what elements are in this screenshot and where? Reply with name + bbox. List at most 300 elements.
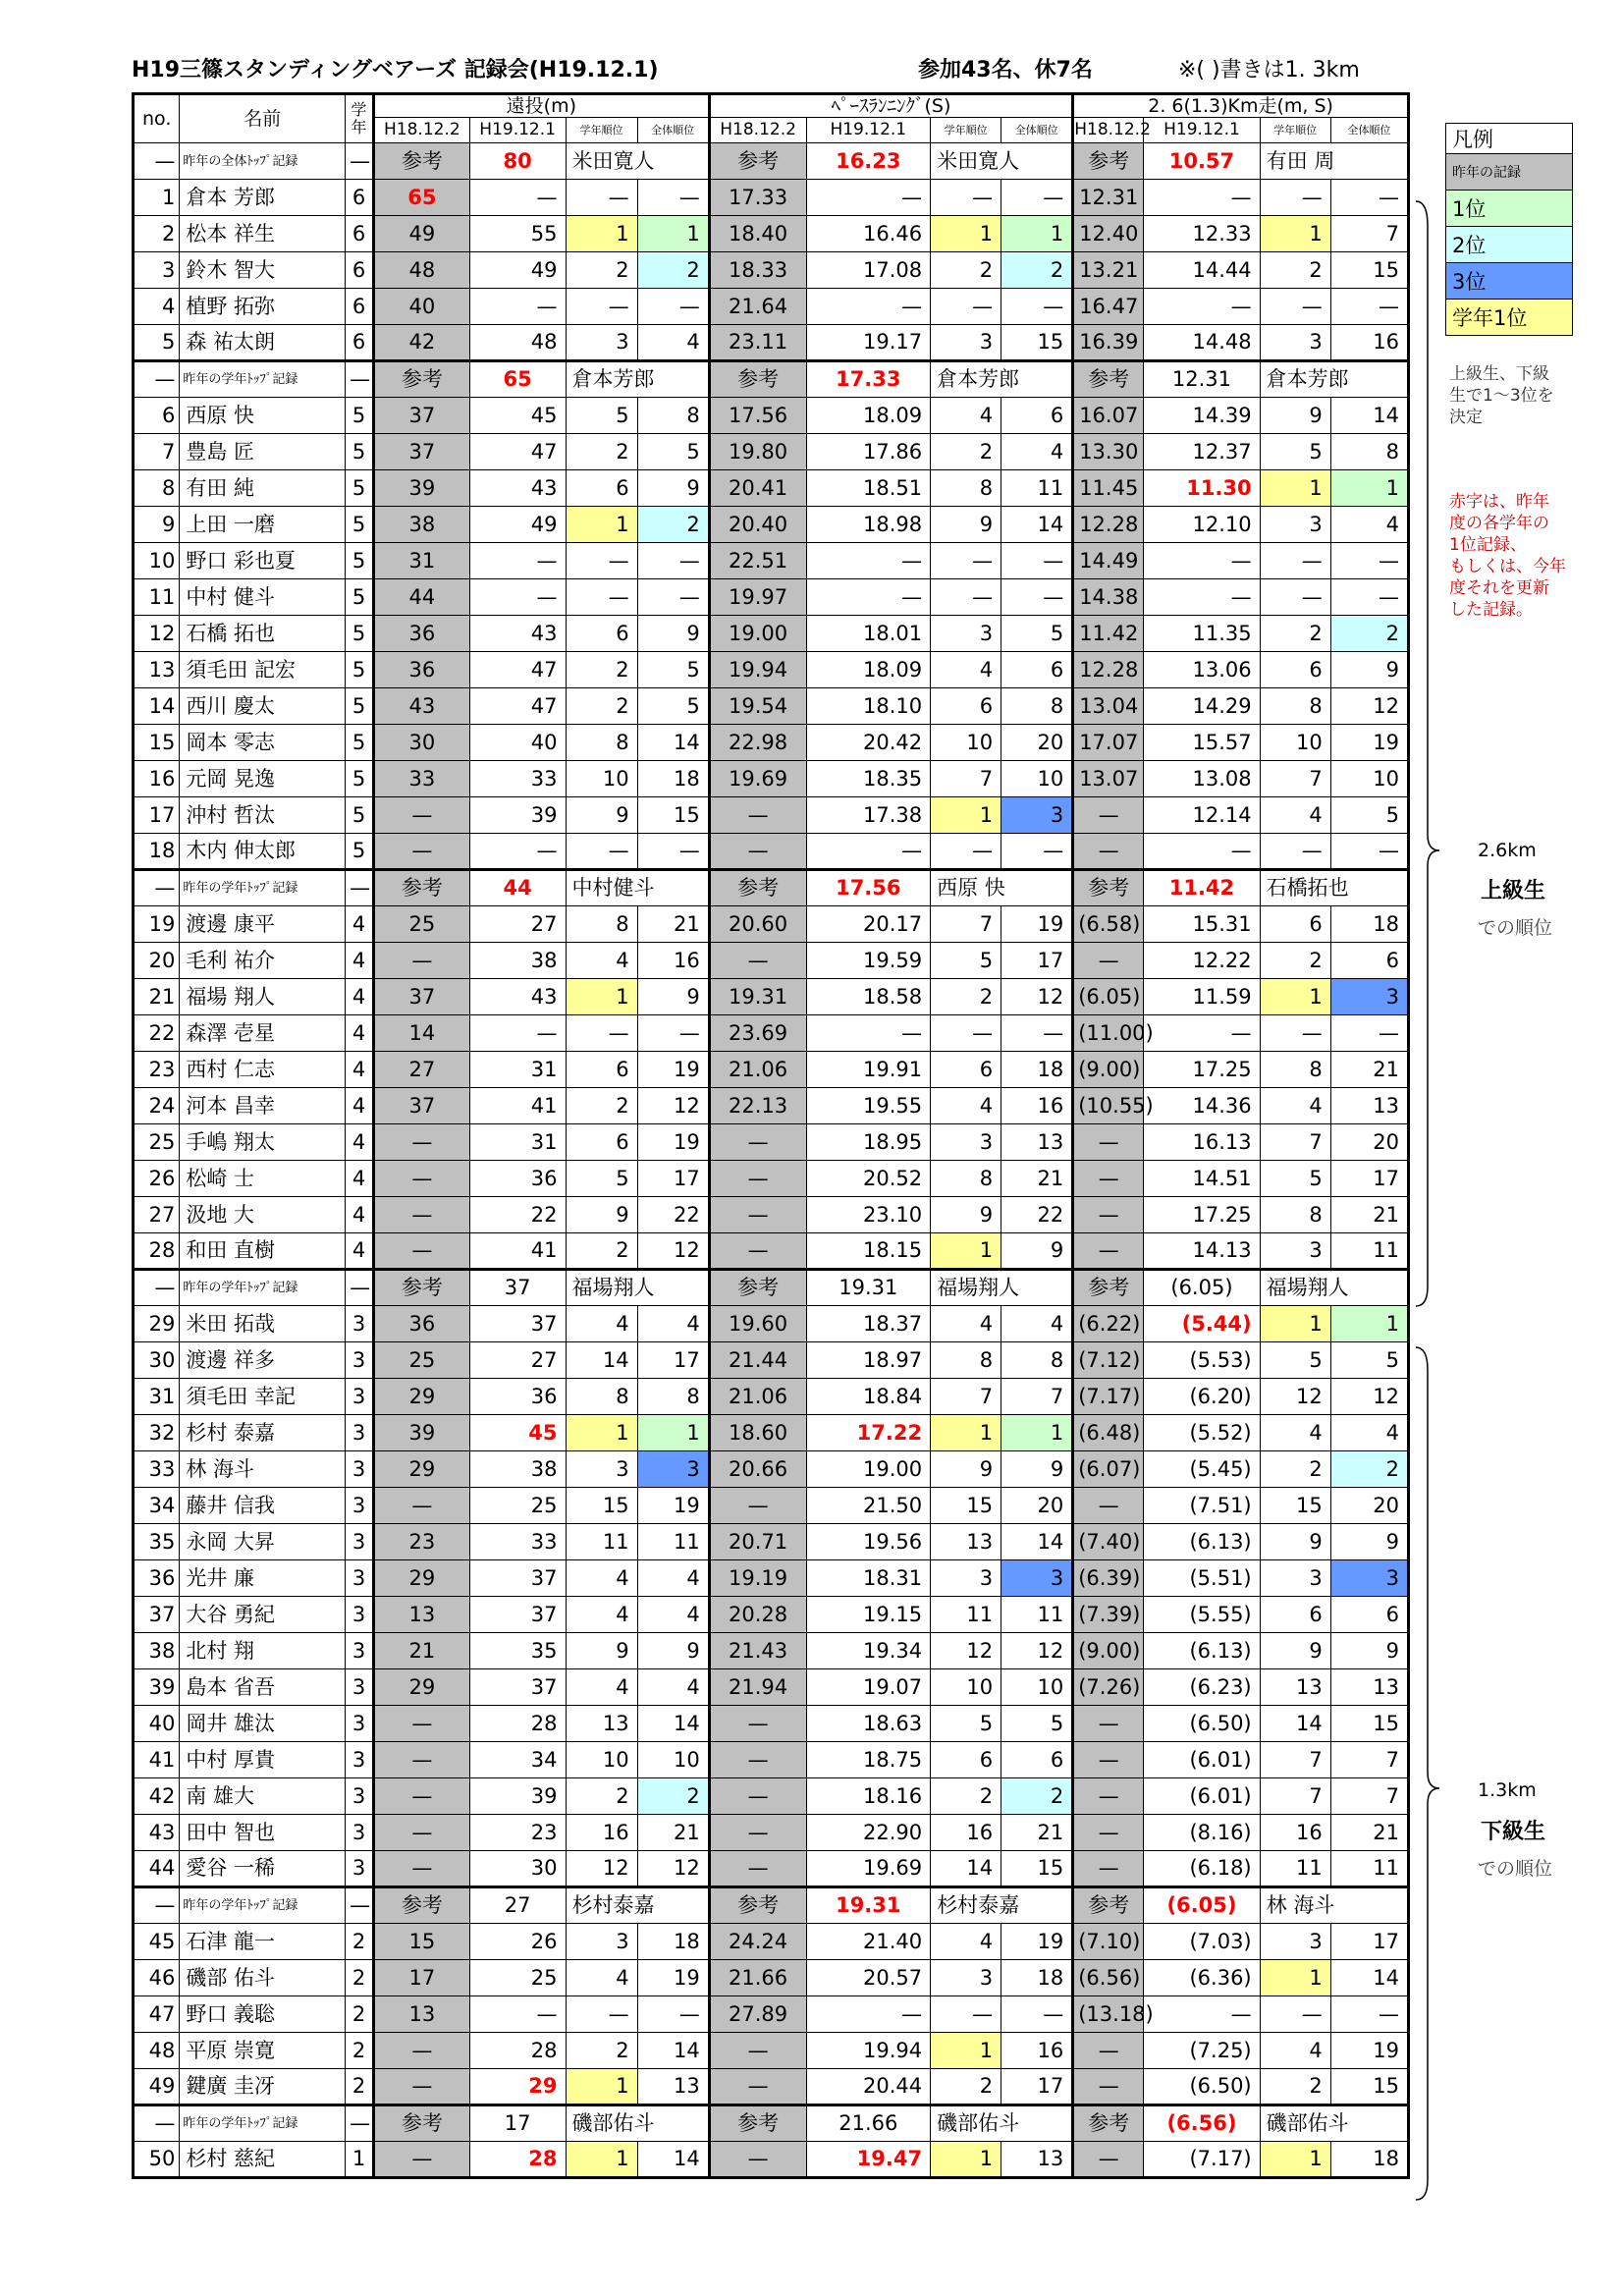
cell-no: 48 (134, 2033, 180, 2069)
cell-run-cur: 15.31 (1144, 906, 1260, 943)
cell-pace-grade-rank: — (931, 834, 1001, 870)
cell-pace-grade-rank: 米田寛人 (931, 143, 1073, 180)
cell-run-prev: (9.00) (1073, 1633, 1144, 1669)
table-row (134, 1815, 1409, 1851)
upper-distance-label: 2.6km (1478, 840, 1537, 861)
document-title: H19三篠スタンディングベアーズ 記録会(H19.12.1) (132, 58, 659, 82)
cell-throw-cur: 37 (469, 1560, 566, 1597)
cell-pace-grade-rank: 磯部佑斗 (931, 2105, 1073, 2142)
cell-grade: 2 (346, 1960, 374, 1996)
cell-run-prev: — (1073, 1778, 1144, 1815)
cell-no: 43 (134, 1815, 180, 1851)
cell-throw-overall-rank: 14 (637, 725, 709, 761)
cell-throw-prev: 43 (373, 688, 469, 725)
cell-throw-grade-rank: 6 (566, 1124, 637, 1161)
cell-pace-cur: 16.23 (806, 143, 931, 180)
cell-run-prev: — (1073, 834, 1144, 870)
cell-run-overall-rank: 6 (1330, 943, 1408, 979)
cell-run-grade-rank: 5 (1260, 1342, 1330, 1379)
cell-name: 石津 龍一 (180, 1924, 346, 1960)
cell-no: 10 (134, 543, 180, 579)
cell-throw-cur: — (469, 289, 566, 325)
cell-run-grade-rank: 2 (1260, 252, 1330, 289)
cell-run-cur: (6.50) (1144, 1706, 1260, 1742)
cell-name: 松崎 士 (180, 1161, 346, 1197)
cell-throw-prev: 29 (373, 1379, 469, 1415)
cell-throw-overall-rank: 2 (637, 1778, 709, 1815)
legend-third: 3位 (1446, 263, 1573, 300)
cell-run-prev: (6.05) (1073, 979, 1144, 1015)
cell-name: 元岡 晃逸 (180, 761, 346, 797)
cell-throw-cur: 29 (469, 2069, 566, 2105)
cell-no: 47 (134, 1996, 180, 2033)
reference-row (134, 870, 1409, 906)
cell-throw-prev: — (373, 1488, 469, 1524)
cell-pace-overall-rank: 5 (1001, 1706, 1073, 1742)
table-row (134, 1306, 1409, 1342)
cell-throw-cur: 31 (469, 1052, 566, 1088)
cell-run-cur: (6.05) (1144, 1887, 1260, 1924)
cell-run-grade-rank: 15 (1260, 1488, 1330, 1524)
cell-pace-cur: 23.10 (806, 1197, 931, 1233)
cell-run-prev: 参考 (1073, 1270, 1144, 1306)
cell-no: 19 (134, 906, 180, 943)
cell-pace-prev: — (709, 1161, 806, 1197)
cell-run-overall-rank: 8 (1330, 434, 1408, 470)
cell-run-cur: 15.57 (1144, 725, 1260, 761)
table-row (134, 1633, 1409, 1669)
cell-throw-prev: 37 (373, 434, 469, 470)
cell-throw-grade-rank: 3 (566, 1451, 637, 1488)
cell-no: 21 (134, 979, 180, 1015)
cell-run-overall-rank: 15 (1330, 1706, 1408, 1742)
cell-run-prev: — (1073, 1233, 1144, 1270)
cell-name: 鍵廣 圭冴 (180, 2069, 346, 2105)
cell-run-prev: — (1073, 1488, 1144, 1524)
cell-run-prev: 参考 (1073, 2105, 1144, 2142)
records-table (132, 92, 1410, 2179)
cell-pace-overall-rank: 19 (1001, 906, 1073, 943)
cell-pace-grade-rank: 3 (931, 1124, 1001, 1161)
cell-throw-cur: 17 (469, 2105, 566, 2142)
cell-pace-overall-rank: 19 (1001, 1924, 1073, 1960)
cell-no: 16 (134, 761, 180, 797)
cell-run-prev: 13.04 (1073, 688, 1144, 725)
table-row (134, 216, 1409, 252)
cell-run-grade-rank: 1 (1260, 1306, 1330, 1342)
cell-pace-cur: 18.37 (806, 1306, 931, 1342)
cell-run-overall-rank: 20 (1330, 1124, 1408, 1161)
cell-name: 米田 拓哉 (180, 1306, 346, 1342)
cell-name: 藤井 信我 (180, 1488, 346, 1524)
cell-throw-prev: 29 (373, 1669, 469, 1706)
cell-pace-overall-rank: 13 (1001, 2142, 1073, 2178)
prev-date-header: H18.12.2 (373, 118, 469, 143)
cell-pace-overall-rank: 8 (1001, 1342, 1073, 1379)
table-row (134, 616, 1409, 652)
cell-pace-prev: 21.44 (709, 1342, 806, 1379)
cell-pace-prev: — (709, 1124, 806, 1161)
cell-run-prev: (6.58) (1073, 906, 1144, 943)
table-row (134, 543, 1409, 579)
cell-throw-cur: 34 (469, 1742, 566, 1778)
cell-throw-prev: — (373, 2033, 469, 2069)
cell-name: 汲地 大 (180, 1197, 346, 1233)
cell-pace-prev: — (709, 1488, 806, 1524)
cell-run-grade-rank: 8 (1260, 1197, 1330, 1233)
cell-pace-cur: 20.57 (806, 1960, 931, 1996)
cell-throw-cur: — (469, 1015, 566, 1052)
prev-date-header: H18.12.2 (709, 118, 806, 143)
cell-throw-overall-rank: 2 (637, 507, 709, 543)
cell-throw-overall-rank: 4 (637, 325, 709, 361)
cell-grade: 5 (346, 834, 374, 870)
table-row (134, 289, 1409, 325)
cell-no: 38 (134, 1633, 180, 1669)
cell-pace-grade-rank: 4 (931, 1924, 1001, 1960)
table-row (134, 797, 1409, 834)
cell-grade: 5 (346, 579, 374, 616)
cell-name: 昨年の学年ﾄｯﾌﾟ記録 (180, 870, 346, 906)
cell-throw-grade-rank: 2 (566, 2033, 637, 2069)
cell-run-overall-rank: 10 (1330, 761, 1408, 797)
legend-second: 2位 (1446, 227, 1573, 263)
cell-run-grade-rank: 3 (1260, 1924, 1330, 1960)
cell-pace-overall-rank: 2 (1001, 252, 1073, 289)
cell-pace-cur: 19.31 (806, 1270, 931, 1306)
cell-run-overall-rank: 16 (1330, 325, 1408, 361)
cell-pace-cur: 19.56 (806, 1524, 931, 1560)
red-text-note: 赤字は、昨年 度の各学年の 1位記録、 もしくは、今年 度それを更新 した記録。 (1449, 492, 1566, 620)
cell-pace-grade-rank: 5 (931, 1706, 1001, 1742)
cell-run-prev: (7.10) (1073, 1924, 1144, 1960)
cell-pace-grade-rank: — (931, 579, 1001, 616)
cell-grade: — (346, 870, 374, 906)
cell-throw-prev: — (373, 1851, 469, 1887)
cell-throw-prev: 29 (373, 1451, 469, 1488)
table-row (134, 1488, 1409, 1524)
cell-run-cur: 14.48 (1144, 325, 1260, 361)
cell-run-prev: — (1073, 1742, 1144, 1778)
cell-run-prev: 17.07 (1073, 725, 1144, 761)
cell-run-cur: (5.44) (1144, 1306, 1260, 1342)
cell-no: 26 (134, 1161, 180, 1197)
cell-grade: 5 (346, 725, 374, 761)
cell-grade: 3 (346, 1778, 374, 1815)
cell-run-grade-rank: 8 (1260, 1052, 1330, 1088)
cell-run-grade-rank: 4 (1260, 1415, 1330, 1451)
cell-no: — (134, 361, 180, 398)
cell-run-prev: (13.18) (1073, 1996, 1144, 2033)
cell-throw-overall-rank: 14 (637, 2142, 709, 2178)
cell-name: 木内 伸太郎 (180, 834, 346, 870)
cell-pace-cur: 19.15 (806, 1597, 931, 1633)
cell-throw-grade-rank: 9 (566, 797, 637, 834)
cell-run-grade-rank: 3 (1260, 325, 1330, 361)
cell-pace-cur: 21.66 (806, 2105, 931, 2142)
cell-throw-prev: — (373, 1161, 469, 1197)
event-pace-run-header: ﾍﾟｰｽﾗﾝﾆﾝｸﾞ(S) (709, 94, 1073, 118)
cell-run-overall-rank: 9 (1330, 652, 1408, 688)
cell-throw-grade-rank: 11 (566, 1524, 637, 1560)
cell-throw-cur: 49 (469, 507, 566, 543)
cell-throw-prev: 37 (373, 1088, 469, 1124)
header-row-1 (134, 94, 1409, 118)
cell-name: 中村 厚貴 (180, 1742, 346, 1778)
cell-run-cur: — (1144, 579, 1260, 616)
cell-throw-cur: 37 (469, 1597, 566, 1633)
cell-throw-overall-rank: 21 (637, 1815, 709, 1851)
cell-throw-cur: — (469, 1996, 566, 2033)
cell-throw-cur: 36 (469, 1161, 566, 1197)
cell-pace-prev: 21.06 (709, 1052, 806, 1088)
cell-name: 岡井 雄汰 (180, 1706, 346, 1742)
legend-prev-record: 昨年の記録 (1446, 154, 1573, 191)
cell-grade: 6 (346, 180, 374, 216)
table-row (134, 1924, 1409, 1960)
cell-throw-prev: — (373, 2069, 469, 2105)
cell-throw-overall-rank: 18 (637, 1924, 709, 1960)
cell-throw-grade-rank: 1 (566, 1415, 637, 1451)
cell-throw-prev: 39 (373, 470, 469, 507)
cell-throw-overall-rank: — (637, 289, 709, 325)
cell-throw-prev: — (373, 2142, 469, 2178)
cell-name: 永岡 大昇 (180, 1524, 346, 1560)
cell-pace-cur: 18.58 (806, 979, 931, 1015)
cell-pace-cur: 18.63 (806, 1706, 931, 1742)
cell-run-overall-rank: 21 (1330, 1815, 1408, 1851)
cell-pace-grade-rank: 2 (931, 252, 1001, 289)
cell-throw-prev: 30 (373, 725, 469, 761)
cell-throw-prev: — (373, 797, 469, 834)
cell-name: 大谷 勇紀 (180, 1597, 346, 1633)
cell-pace-prev: 21.06 (709, 1379, 806, 1415)
table-row (134, 1124, 1409, 1161)
cell-run-grade-rank: 7 (1260, 761, 1330, 797)
cell-run-prev: 参考 (1073, 870, 1144, 906)
cell-no: 25 (134, 1124, 180, 1161)
cell-name: 河本 昌幸 (180, 1088, 346, 1124)
cell-pace-prev: 19.94 (709, 652, 806, 688)
cell-throw-prev: 29 (373, 1560, 469, 1597)
cell-throw-grade-rank: — (566, 289, 637, 325)
cell-grade: — (346, 2105, 374, 2142)
cell-pace-overall-rank: 5 (1001, 616, 1073, 652)
cell-run-grade-rank: 倉本芳郎 (1260, 361, 1408, 398)
cell-throw-cur: 41 (469, 1233, 566, 1270)
cell-name: 倉本 芳郎 (180, 180, 346, 216)
table-row (134, 1342, 1409, 1379)
cell-name: 磯部 佑斗 (180, 1960, 346, 1996)
table-row (134, 2069, 1409, 2105)
table-row (134, 834, 1409, 870)
cell-pace-prev: 21.43 (709, 1633, 806, 1669)
cell-run-cur: (5.53) (1144, 1342, 1260, 1379)
cell-pace-overall-rank: 9 (1001, 1451, 1073, 1488)
cell-throw-cur: 23 (469, 1815, 566, 1851)
cell-throw-prev: 44 (373, 579, 469, 616)
table-row (134, 1706, 1409, 1742)
cell-run-prev: — (1073, 1197, 1144, 1233)
cell-pace-overall-rank: — (1001, 1015, 1073, 1052)
cell-run-grade-rank: 石橋拓也 (1260, 870, 1408, 906)
cell-name: 愛谷 一稀 (180, 1851, 346, 1887)
table-row (134, 398, 1409, 434)
cell-run-grade-rank: 10 (1260, 725, 1330, 761)
table-row (134, 2142, 1409, 2178)
cell-run-cur: 14.44 (1144, 252, 1260, 289)
cell-throw-grade-rank: 1 (566, 2142, 637, 2178)
cell-pace-cur: — (806, 543, 931, 579)
ranking-note: 上級生、下級 生で1～3位を 決定 (1449, 364, 1554, 427)
cell-no: 6 (134, 398, 180, 434)
cell-run-cur: (6.23) (1144, 1669, 1260, 1706)
cell-pace-prev: 19.54 (709, 688, 806, 725)
cell-throw-overall-rank: 14 (637, 1706, 709, 1742)
cell-name: 手嶋 翔太 (180, 1124, 346, 1161)
cell-pace-overall-rank: 20 (1001, 725, 1073, 761)
cell-throw-grade-rank: 2 (566, 1233, 637, 1270)
cell-throw-grade-rank: 2 (566, 652, 637, 688)
cell-no: 36 (134, 1560, 180, 1597)
cell-no: 3 (134, 252, 180, 289)
cell-run-cur: 13.06 (1144, 652, 1260, 688)
cell-name: 渡邊 康平 (180, 906, 346, 943)
cell-run-grade-rank: 6 (1260, 906, 1330, 943)
cell-name: 和田 直樹 (180, 1233, 346, 1270)
cur-date-header: H19.12.1 (1144, 118, 1260, 143)
cell-pace-prev: 21.94 (709, 1669, 806, 1706)
cell-run-cur: 14.36 (1144, 1088, 1260, 1124)
cell-name: 福場 翔人 (180, 979, 346, 1015)
cell-pace-grade-rank: — (931, 543, 1001, 579)
cell-pace-overall-rank: 13 (1001, 1124, 1073, 1161)
cell-pace-cur: 21.40 (806, 1924, 931, 1960)
cell-throw-overall-rank: 19 (637, 1052, 709, 1088)
cell-run-prev: (7.40) (1073, 1524, 1144, 1560)
reference-row (134, 1270, 1409, 1306)
cell-pace-grade-rank: 7 (931, 1379, 1001, 1415)
cell-throw-prev: — (373, 1233, 469, 1270)
cell-run-prev: (7.39) (1073, 1597, 1144, 1633)
cell-no: 44 (134, 1851, 180, 1887)
cell-grade: 5 (346, 616, 374, 652)
cell-run-cur: (6.05) (1144, 1270, 1260, 1306)
cell-run-prev: — (1073, 2069, 1144, 2105)
cell-name: 野口 義聡 (180, 1996, 346, 2033)
cell-grade: 3 (346, 1706, 374, 1742)
cell-run-prev: (6.48) (1073, 1415, 1144, 1451)
cell-throw-overall-rank: 8 (637, 398, 709, 434)
cell-pace-grade-rank: 14 (931, 1851, 1001, 1887)
cell-pace-prev: 19.97 (709, 579, 806, 616)
cell-pace-overall-rank: 2 (1001, 1778, 1073, 1815)
cell-pace-prev: — (709, 1742, 806, 1778)
cell-run-prev: 参考 (1073, 1887, 1144, 1924)
cell-throw-prev: 参考 (373, 1270, 469, 1306)
cell-run-cur: — (1144, 1996, 1260, 2033)
cell-throw-grade-rank: 16 (566, 1815, 637, 1851)
cell-run-prev: 13.30 (1073, 434, 1144, 470)
cell-name: 林 海斗 (180, 1451, 346, 1488)
cell-throw-prev: 36 (373, 652, 469, 688)
cell-throw-cur: 28 (469, 2142, 566, 2178)
cell-run-grade-rank: 16 (1260, 1815, 1330, 1851)
grade-rank-header: 学年順位 (931, 118, 1001, 143)
cell-run-grade-rank: 2 (1260, 943, 1330, 979)
cell-name: 北村 翔 (180, 1633, 346, 1669)
cell-pace-overall-rank: 1 (1001, 216, 1073, 252)
cell-run-overall-rank: — (1330, 834, 1408, 870)
cell-throw-cur: 28 (469, 1706, 566, 1742)
cur-date-header: H19.12.1 (469, 118, 566, 143)
grade-rank-header: 学年順位 (566, 118, 637, 143)
cell-run-prev: — (1073, 1124, 1144, 1161)
cell-throw-overall-rank: 19 (637, 1124, 709, 1161)
cell-run-overall-rank: 9 (1330, 1633, 1408, 1669)
cell-throw-cur: 43 (469, 616, 566, 652)
cell-run-cur: (6.01) (1144, 1742, 1260, 1778)
cell-run-cur: (8.16) (1144, 1815, 1260, 1851)
cell-pace-cur: 18.09 (806, 652, 931, 688)
cell-run-overall-rank: 13 (1330, 1088, 1408, 1124)
cell-run-prev: (6.56) (1073, 1960, 1144, 1996)
cell-pace-grade-rank: 2 (931, 1778, 1001, 1815)
cell-no: 37 (134, 1597, 180, 1633)
cell-run-cur: (5.51) (1144, 1560, 1260, 1597)
cell-throw-cur: 27 (469, 1887, 566, 1924)
cell-throw-cur: 22 (469, 1197, 566, 1233)
cell-run-prev: (7.17) (1073, 1379, 1144, 1415)
cell-grade: 5 (346, 434, 374, 470)
table-row (134, 1379, 1409, 1415)
cell-throw-grade-rank: — (566, 1015, 637, 1052)
cell-throw-cur: 27 (469, 1342, 566, 1379)
cell-run-cur: (7.25) (1144, 2033, 1260, 2069)
cell-pace-prev: — (709, 1778, 806, 1815)
cell-throw-cur: 47 (469, 688, 566, 725)
cell-pace-grade-rank: 16 (931, 1815, 1001, 1851)
cell-no: 42 (134, 1778, 180, 1815)
cell-throw-overall-rank: 21 (637, 906, 709, 943)
cell-pace-grade-rank: 6 (931, 1052, 1001, 1088)
cell-pace-prev: — (709, 943, 806, 979)
cell-run-prev: (10.55) (1073, 1088, 1144, 1124)
cell-pace-overall-rank: 15 (1001, 1851, 1073, 1887)
cell-run-cur: 14.29 (1144, 688, 1260, 725)
cell-run-grade-rank: 4 (1260, 797, 1330, 834)
cell-grade: — (346, 1270, 374, 1306)
cell-grade: 3 (346, 1851, 374, 1887)
cell-grade: 5 (346, 797, 374, 834)
cell-no: 12 (134, 616, 180, 652)
cell-throw-prev: — (373, 1742, 469, 1778)
cell-run-cur: 17.25 (1144, 1052, 1260, 1088)
legend-grade-first: 学年1位 (1446, 300, 1573, 336)
cell-run-prev: 11.45 (1073, 470, 1144, 507)
cell-pace-grade-rank: 1 (931, 216, 1001, 252)
cell-throw-overall-rank: — (637, 579, 709, 616)
cell-pace-grade-rank: 1 (931, 2033, 1001, 2069)
cell-run-overall-rank: 1 (1330, 470, 1408, 507)
cell-name: 上田 一磨 (180, 507, 346, 543)
cell-throw-grade-rank: 8 (566, 725, 637, 761)
cell-pace-overall-rank: 14 (1001, 1524, 1073, 1560)
cell-run-prev: 16.07 (1073, 398, 1144, 434)
cell-throw-overall-rank: 4 (637, 1306, 709, 1342)
table-row (134, 906, 1409, 943)
cell-throw-cur: 33 (469, 1524, 566, 1560)
